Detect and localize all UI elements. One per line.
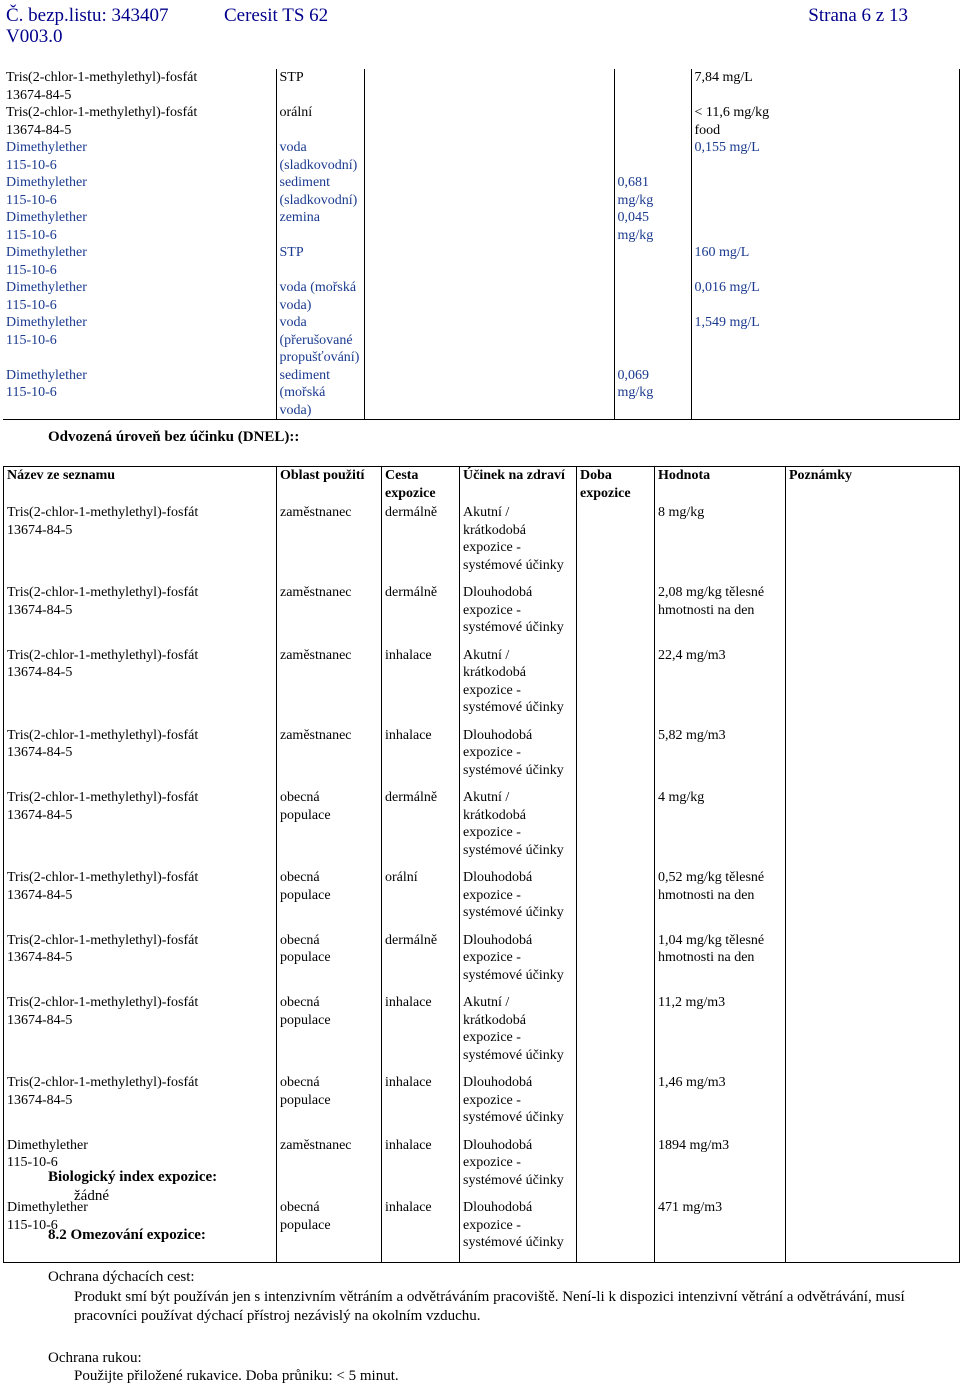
dnel-value: 22,4 mg/m3: [655, 647, 786, 727]
page-header: [0, 0, 960, 48]
dnel-row: [4, 1074, 960, 1137]
dnel-name: Tris(2-chlor-1-methylethyl)-fosfát 13674-84-5: [7, 790, 199, 823]
pnec-compartment: zemina: [276, 209, 364, 244]
dnel-notes: [786, 504, 960, 584]
pnec-substance: Dimethylether 115-10-6: [6, 210, 87, 243]
dnel-header-row: [4, 467, 960, 505]
dnel-notes: [786, 1199, 960, 1262]
dnel-value: 11,2 mg/m3: [655, 994, 786, 1074]
dnel-value: 471 mg/m3: [655, 1199, 786, 1262]
dnel-row: [4, 994, 960, 1074]
respiratory-text: Produkt smí být používán jen s intenzivním větráním a odvětráváním pracoviště. Není-li k dispozici intenzivní větrání a odvětrávání, musí pracovníci používat dýchací přístroj nezávislý na okolním vzduchu.: [74, 1289, 905, 1324]
dnel-area: obecná populace: [277, 869, 382, 932]
dnel-duration: [577, 994, 655, 1074]
dnel-table: [3, 466, 960, 1263]
dnel-area: zaměstnanec: [277, 647, 382, 727]
pnec-substance: Dimethylether 115-10-6: [6, 280, 87, 313]
col-area-header: Oblast použití: [277, 467, 382, 505]
dnel-route: inhalace: [382, 1137, 460, 1200]
dnel-duration: [577, 1137, 655, 1200]
pnec-compartment: sediment (sladkovodní): [276, 174, 364, 209]
pnec-table: [3, 69, 960, 420]
dnel-row: [4, 932, 960, 995]
pnec-cell: [364, 314, 614, 367]
dnel-row: [4, 1137, 960, 1200]
dnel-effect: Dlouhodobá expozice - systémové účinky: [460, 1137, 577, 1200]
dnel-duration: [577, 1074, 655, 1137]
pnec-cell: [364, 244, 614, 279]
pnec-value: 0,016 mg/L: [691, 279, 959, 314]
col-duration-header: Doba expozice: [577, 467, 655, 505]
pnec-cell: [364, 174, 614, 209]
pnec-row: [3, 139, 959, 174]
pnec-value: 0,155 mg/L: [691, 139, 959, 174]
pnec-row: [3, 174, 959, 209]
dnel-value: 0,52 mg/kg tělesné hmotnosti na den: [655, 869, 786, 932]
dnel-route: inhalace: [382, 1074, 460, 1137]
pnec-cell: 0,045 mg/kg: [614, 209, 691, 244]
dnel-name: Tris(2-chlor-1-methylethyl)-fosfát 13674-84-5: [7, 505, 199, 538]
col-route-header: Cesta expozice: [382, 467, 460, 505]
pnec-value: [691, 209, 959, 244]
dnel-area: obecná populace: [277, 1074, 382, 1137]
dnel-route: inhalace: [382, 994, 460, 1074]
pnec-value: 7,84 mg/L: [691, 69, 959, 104]
dnel-row: [4, 504, 960, 584]
dnel-area: zaměstnanec: [277, 584, 382, 647]
dnel-value: 8 mg/kg: [655, 504, 786, 584]
pnec-compartment: voda (přerušované propušťování): [276, 314, 364, 367]
pnec-cell: [614, 244, 691, 279]
pnec-cell: [364, 139, 614, 174]
col-notes-header: Poznámky: [786, 467, 960, 505]
pnec-row: [3, 244, 959, 279]
dnel-name: Tris(2-chlor-1-methylethyl)-fosfát 13674-84-5: [7, 995, 199, 1028]
dnel-area: zaměstnanec: [277, 1137, 382, 1200]
pnec-compartment: voda (sladkovodní): [276, 139, 364, 174]
dnel-row: [4, 789, 960, 869]
pnec-cell: [614, 139, 691, 174]
dnel-duration: [577, 932, 655, 995]
pnec-cell: 0,681 mg/kg: [614, 174, 691, 209]
dnel-effect: Dlouhodobá expozice - systémové účinky: [460, 1199, 577, 1262]
bio-index-title: Biologický index expozice:: [48, 1169, 218, 1185]
dnel-value: 2,08 mg/kg tělesné hmotnosti na den: [655, 584, 786, 647]
page-number: Strana 6 z 13: [808, 5, 908, 26]
dnel-row: [4, 647, 960, 727]
dnel-name: Tris(2-chlor-1-methylethyl)-fosfát 13674-84-5: [7, 1075, 199, 1108]
pnec-substance: Dimethylether 115-10-6: [3, 367, 276, 420]
dnel-area: zaměstnanec: [277, 727, 382, 790]
dnel-route: dermálně: [382, 504, 460, 584]
dnel-name: Tris(2-chlor-1-methylethyl)-fosfát 13674-84-5: [7, 585, 199, 618]
hand-protection-title: Ochrana rukou:: [48, 1350, 142, 1366]
dnel-route: inhalace: [382, 727, 460, 790]
col-effect-header: Účinek na zdraví: [460, 467, 577, 505]
dnel-row: [4, 727, 960, 790]
dnel-route: inhalace: [382, 647, 460, 727]
dnel-row: [4, 869, 960, 932]
dnel-area: obecná populace: [277, 1199, 382, 1262]
dnel-area: obecná populace: [277, 789, 382, 869]
dnel-route: dermálně: [382, 789, 460, 869]
col-value-header: Hodnota: [655, 467, 786, 505]
pnec-cell: [364, 69, 614, 104]
pnec-cell: [614, 314, 691, 367]
pnec-substance: Tris(2-chlor-1-methylethyl)-fosfát 13674-84-5: [6, 105, 198, 138]
pnec-value: < 11,6 mg/kg food: [691, 104, 959, 139]
dnel-effect: Dlouhodobá expozice - systémové účinky: [460, 869, 577, 932]
pnec-compartment: orální: [276, 104, 364, 139]
pnec-cell: [364, 104, 614, 139]
dnel-effect: Dlouhodobá expozice - systémové účinky: [460, 727, 577, 790]
section-8-2-title: 8.2 Omezování expozice:: [48, 1227, 206, 1243]
dnel-duration: [577, 584, 655, 647]
pnec-row: [3, 104, 959, 139]
pnec-substance: Tris(2-chlor-1-methylethyl)-fosfát 13674-84-5: [6, 70, 198, 103]
bio-index-value: žádné: [74, 1188, 109, 1204]
dnel-value: 5,82 mg/m3: [655, 727, 786, 790]
dnel-value: 1,46 mg/m3: [655, 1074, 786, 1137]
dnel-route: orální: [382, 869, 460, 932]
dnel-notes: [786, 869, 960, 932]
sheet-number: Č. bezp.listu: 343407: [6, 5, 169, 26]
pnec-cell: [364, 367, 614, 420]
dnel-effect: Dlouhodobá expozice - systémové účinky: [460, 1074, 577, 1137]
dnel-effect: Akutní / krátkodobá expozice - systémové účinky: [460, 789, 577, 869]
dnel-name: Tris(2-chlor-1-methylethyl)-fosfát 13674-84-5: [7, 647, 199, 680]
dnel-route: inhalace: [382, 1199, 460, 1262]
pnec-cell: 0,069 mg/kg: [614, 367, 691, 420]
dnel-duration: [577, 1199, 655, 1262]
pnec-row: [3, 314, 959, 367]
dnel-notes: [786, 647, 960, 727]
pnec-compartment: STP: [276, 244, 364, 279]
dnel-row: [4, 584, 960, 647]
dnel-notes: [786, 1137, 960, 1200]
pnec-compartment: sediment (mořská voda): [276, 367, 364, 420]
dnel-effect: Akutní / krátkodobá expozice - systémové účinky: [460, 504, 577, 584]
pnec-value: 1,549 mg/L: [691, 314, 959, 367]
dnel-name: Dimethylether 115-10-6: [7, 1137, 88, 1170]
version: V003.0: [6, 26, 63, 47]
dnel-value: 4 mg/kg: [655, 789, 786, 869]
pnec-compartment: voda (mořská voda): [276, 279, 364, 314]
dnel-effect: Dlouhodobá expozice - systémové účinky: [460, 932, 577, 995]
dnel-effect: Dlouhodobá expozice - systémové účinky: [460, 584, 577, 647]
pnec-value: 160 mg/L: [691, 244, 959, 279]
pnec-row: [3, 367, 959, 420]
dnel-value: 1894 mg/m3: [655, 1137, 786, 1200]
dnel-notes: [786, 727, 960, 790]
dnel-effect: Akutní / krátkodobá expozice - systémové účinky: [460, 647, 577, 727]
dnel-area: zaměstnanec: [277, 504, 382, 584]
pnec-cell: [614, 69, 691, 104]
dnel-duration: [577, 647, 655, 727]
pnec-row: [3, 279, 959, 314]
dnel-route: dermálně: [382, 932, 460, 995]
dnel-notes: [786, 789, 960, 869]
dnel-duration: [577, 869, 655, 932]
dnel-name: Tris(2-chlor-1-methylethyl)-fosfát 13674-84-5: [7, 932, 199, 965]
dnel-notes: [786, 1074, 960, 1137]
dnel-notes: [786, 932, 960, 995]
dnel-duration: [577, 789, 655, 869]
dnel-duration: [577, 727, 655, 790]
pnec-row: [3, 209, 959, 244]
dnel-name: Tris(2-chlor-1-methylethyl)-fosfát 13674-84-5: [7, 727, 199, 760]
col-name-header: Název ze seznamu: [7, 468, 116, 483]
dnel-title: Odvozená úroveň bez účinku (DNEL)::: [48, 429, 300, 445]
pnec-cell: [364, 279, 614, 314]
pnec-compartment: STP: [276, 69, 364, 104]
dnel-effect: Akutní / krátkodobá expozice - systémové účinky: [460, 994, 577, 1074]
dnel-name: Dimethylether 115-10-6: [7, 1200, 88, 1233]
pnec-value: [691, 174, 959, 209]
pnec-cell: [614, 279, 691, 314]
dnel-value: 1,04 mg/kg tělesné hmotnosti na den: [655, 932, 786, 995]
pnec-substance: Dimethylether 115-10-6: [6, 140, 87, 173]
dnel-duration: [577, 504, 655, 584]
dnel-route: dermálně: [382, 584, 460, 647]
dnel-area: obecná populace: [277, 932, 382, 995]
pnec-substance: Dimethylether 115-10-6: [6, 245, 87, 278]
pnec-substance: Dimethylether 115-10-6: [6, 315, 87, 348]
respiratory-title: Ochrana dýchacích cest:: [48, 1269, 195, 1285]
dnel-area: obecná populace: [277, 994, 382, 1074]
pnec-cell: [364, 209, 614, 244]
dnel-notes: [786, 994, 960, 1074]
pnec-row: [3, 69, 959, 104]
product-name: Ceresit TS 62: [224, 5, 329, 26]
pnec-value: [691, 367, 959, 420]
pnec-cell: [614, 104, 691, 139]
dnel-name: Tris(2-chlor-1-methylethyl)-fosfát 13674-84-5: [7, 870, 199, 903]
dnel-notes: [786, 584, 960, 647]
hand-protection-text: Použijte přiložené rukavice. Doba průniku: < 5 minut.: [74, 1368, 399, 1384]
pnec-substance: Dimethylether 115-10-6: [6, 175, 87, 208]
